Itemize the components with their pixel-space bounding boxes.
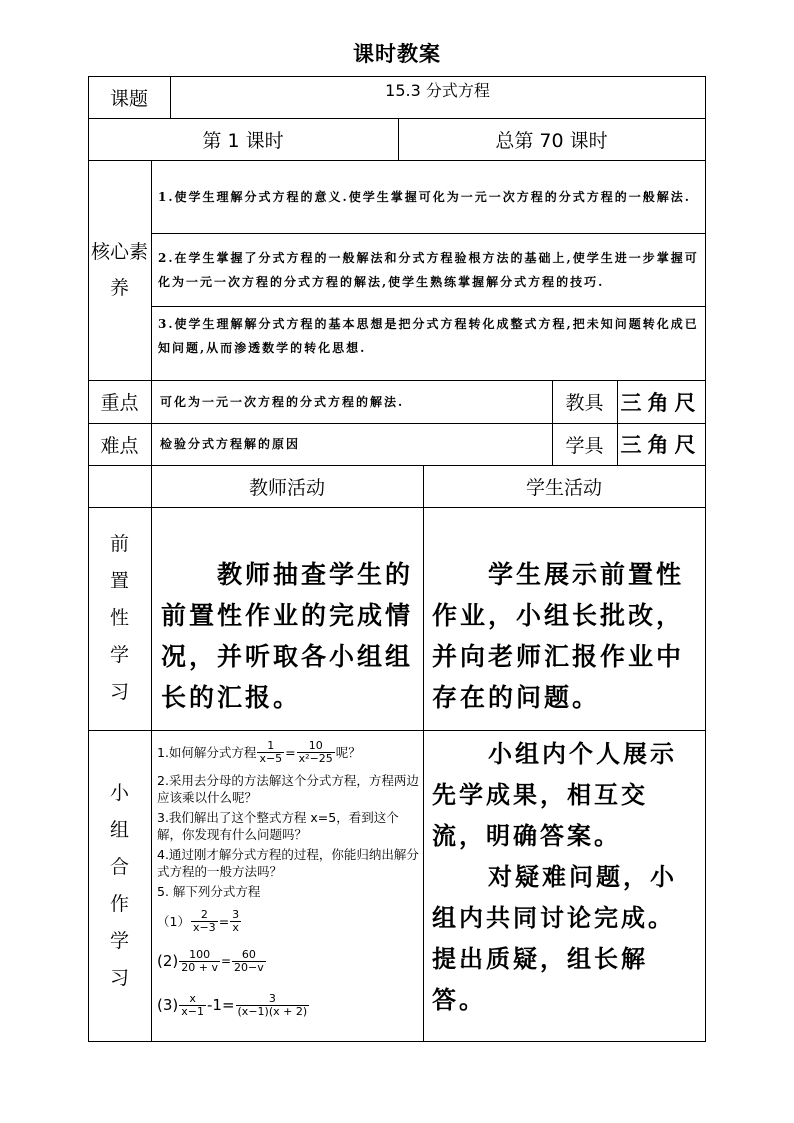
numerator: 3 (268, 991, 276, 1005)
fraction (179, 949, 220, 974)
current-lesson: 第 1 课时 (202, 129, 284, 152)
key-point-value: 可化为一元一次方程的分式方程的解法. (160, 394, 405, 409)
numerator: 100 (189, 947, 211, 961)
label-char: 合 (109, 855, 129, 878)
topic-value: 15.3 分式方程 (385, 80, 490, 100)
row-border (88, 507, 706, 508)
equation-3 (157, 982, 421, 1028)
label-char: 组 (109, 818, 129, 841)
teaching-tool-value: 三角尺 (620, 389, 702, 415)
question-3: 3.我们解出了这个整式方程 x=5，看到这个解，你发现有什么问题吗？ (157, 810, 399, 842)
denominator: x−3 (192, 920, 216, 934)
pre-study-student-text: 学生展示前置性作业，小组长批改，并向老师汇报作业中存在的问题。 (432, 560, 685, 712)
fraction (230, 909, 241, 934)
core-literacy-label: 核心素养 (90, 241, 148, 299)
teacher-activity-header: 教师活动 (248, 476, 325, 499)
denominator: 20−v (234, 960, 264, 974)
equation-2 (157, 940, 421, 982)
difficulty-value: 检验分式方程解的原因 (160, 437, 301, 451)
row-border (151, 306, 706, 307)
q1-suffix: 呢？ (335, 744, 361, 760)
total-lesson: 总第 70 课时 (495, 129, 608, 152)
equals-sign: = (285, 744, 296, 760)
student-paragraph-1: 小组内个人展示先学成果，相互交流，明确答案。 (432, 739, 677, 850)
numerator: 3 (232, 907, 240, 921)
fraction (179, 993, 206, 1018)
teaching-tool-label: 教具 (565, 392, 604, 414)
student-activity-header: 学生活动 (525, 476, 602, 499)
core-item-2: 2.在学生掌握了分式方程的一般解法和分式方程验根方法的基础上,使学生进一步掌握可化为一元一次方程的分式方程的解法,使学生熟练掌握解分式方程的技巧. (158, 251, 699, 289)
denominator: x−5 (259, 751, 283, 765)
numerator: 10 (308, 738, 323, 752)
label-char: 习 (109, 966, 129, 989)
row-border (88, 730, 706, 731)
label-char: 学 (109, 929, 129, 952)
numerator: 2 (200, 907, 208, 921)
difficulty-label: 难点 (100, 434, 139, 457)
row-border (151, 233, 706, 234)
student-paragraph-2: 对疑难问题，小组内共同讨论完成。提出质疑，组长解答。 (432, 862, 677, 1014)
label-char: 置 (109, 570, 129, 592)
equation-label: (3) (157, 995, 179, 1014)
denominator: 20 + v (181, 960, 218, 974)
equation-label: (2) (157, 951, 179, 970)
numerator: x (189, 991, 196, 1005)
denominator: x²−25 (298, 751, 333, 765)
label-char: 小 (109, 781, 129, 804)
pre-study-label (88, 507, 151, 730)
pre-study-teacher-text: 教师抽查学生的前置性作业的完成情况，并听取各小组组长的汇报。 (161, 560, 414, 712)
q1-prefix: 1.如何解分式方程 (157, 744, 257, 760)
learning-tool-label: 学具 (565, 434, 604, 457)
equation-label: （1） (157, 913, 190, 929)
fraction (232, 949, 266, 974)
question-2: 2.采用去分母的方法解这个分式方程，方程两边应该乘以什么呢？ (157, 773, 419, 805)
minus-one-equals: -1= (206, 995, 235, 1014)
group-study-label (88, 730, 151, 1041)
group-study-questions (157, 734, 421, 1028)
row-border (88, 1041, 706, 1042)
question-4: 4.通过刚才解分式方程的过程，你能归纳出解分式方程的一般方法吗？ (157, 847, 419, 879)
equals-sign: = (218, 913, 230, 929)
core-item-3: 3.使学生理解解分式方程的基本思想是把分式方程转化成整式方程,把未知问题转化成已知问题,从而渗透数学的转化思想. (158, 317, 699, 355)
equation-1 (157, 902, 421, 940)
numerator: 1 (267, 738, 275, 752)
column-border (705, 76, 706, 1042)
denominator: x−1 (181, 1004, 204, 1018)
question-1 (157, 734, 421, 770)
group-study-student-text (432, 733, 700, 1020)
page-title: 课时教案 (353, 42, 441, 66)
denominator: (x−1)(x + 2) (237, 1004, 308, 1018)
row-border (88, 160, 706, 161)
learning-tool-value: 三角尺 (620, 432, 702, 457)
label-char: 性 (109, 607, 129, 629)
fraction (257, 740, 284, 765)
fraction (236, 993, 310, 1018)
key-point-label: 重点 (100, 392, 139, 414)
core-item-1: 1.使学生理解分式方程的意义.使学生掌握可化为一元一次方程的分式方程的一般解法. (158, 190, 691, 204)
label-char: 作 (109, 892, 129, 915)
label-char: 学 (109, 644, 129, 666)
numerator: 60 (241, 947, 256, 961)
fraction (297, 740, 335, 765)
question-5: 5. 解下列分式方程 (157, 884, 261, 899)
label-char: 习 (109, 681, 129, 703)
topic-label: 课题 (109, 87, 148, 110)
column-border (151, 160, 152, 1042)
fraction (191, 909, 218, 934)
column-border (423, 465, 424, 1042)
denominator: x (232, 920, 239, 934)
equals-sign: = (220, 953, 232, 968)
label-char: 前 (109, 533, 129, 555)
